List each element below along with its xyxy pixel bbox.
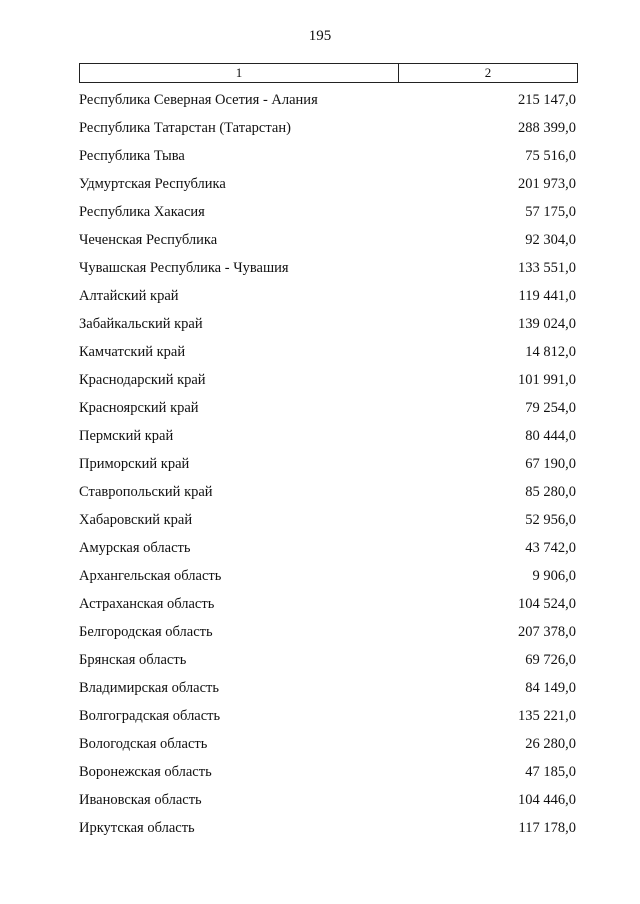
table-column-header	[79, 63, 578, 83]
region-name: Астраханская область	[79, 595, 215, 612]
region-value: 47 185,0	[525, 763, 576, 780]
region-name: Алтайский край	[79, 287, 179, 304]
table-row	[79, 786, 576, 814]
region-name: Краснодарский край	[79, 371, 206, 388]
table-row	[79, 310, 576, 338]
table-row	[79, 422, 576, 450]
table-row	[79, 730, 576, 758]
table-row	[79, 226, 576, 254]
region-value: 79 254,0	[525, 399, 576, 416]
region-name: Республика Северная Осетия - Алания	[79, 91, 318, 108]
region-value: 43 742,0	[525, 539, 576, 556]
region-name: Пермский край	[79, 427, 174, 444]
region-value: 67 190,0	[525, 455, 576, 472]
region-name: Брянская область	[79, 651, 187, 668]
page-number: 195	[308, 28, 332, 44]
region-name: Амурская область	[79, 539, 191, 556]
region-name: Чувашская Республика - Чувашия	[79, 259, 289, 276]
table-row	[79, 758, 576, 786]
region-name: Республика Тыва	[79, 147, 185, 164]
region-name: Чеченская Республика	[79, 231, 218, 248]
table-row	[79, 86, 576, 114]
region-value: 135 221,0	[518, 707, 576, 724]
table-row	[79, 702, 576, 730]
region-value: 75 516,0	[525, 147, 576, 164]
region-value: 104 446,0	[518, 791, 576, 808]
region-name: Владимирская область	[79, 679, 219, 696]
region-value: 119 441,0	[518, 287, 576, 304]
region-name: Воронежская область	[79, 763, 212, 780]
region-name: Красноярский край	[79, 399, 199, 416]
table-row	[79, 338, 576, 366]
region-value: 201 973,0	[518, 175, 576, 192]
region-name: Иркутская область	[79, 819, 195, 836]
table-row	[79, 618, 576, 646]
region-value: 57 175,0	[525, 203, 576, 220]
region-value: 288 399,0	[518, 119, 576, 136]
table-row	[79, 534, 576, 562]
region-name: Белгородская область	[79, 623, 213, 640]
region-value: 9 906,0	[532, 567, 576, 584]
region-name: Архангельская область	[79, 567, 222, 584]
table-row	[79, 198, 576, 226]
region-name: Камчатский край	[79, 343, 186, 360]
region-name: Республика Татарстан (Татарстан)	[79, 119, 291, 136]
table-row	[79, 170, 576, 198]
table-row	[79, 590, 576, 618]
region-value: 80 444,0	[525, 427, 576, 444]
region-name: Забайкальский край	[79, 315, 203, 332]
column-header-2: 2	[484, 65, 492, 80]
region-name: Удмуртская Республика	[79, 175, 226, 192]
region-name: Хабаровский край	[79, 511, 193, 528]
region-name: Вологодская область	[79, 735, 208, 752]
table-row	[79, 506, 576, 534]
region-value: 139 024,0	[518, 315, 576, 332]
table-row	[79, 282, 576, 310]
table-row	[79, 646, 576, 674]
table-row	[79, 478, 576, 506]
region-value: 92 304,0	[525, 231, 576, 248]
region-value: 85 280,0	[525, 483, 576, 500]
region-value: 133 551,0	[518, 259, 576, 276]
region-value: 104 524,0	[518, 595, 576, 612]
region-value: 207 378,0	[518, 623, 576, 640]
region-value: 52 956,0	[525, 511, 576, 528]
region-value: 69 726,0	[525, 651, 576, 668]
region-name: Ставропольский край	[79, 483, 213, 500]
region-name: Ивановская область	[79, 791, 202, 808]
table-row	[79, 114, 576, 142]
region-value: 84 149,0	[525, 679, 576, 696]
region-name: Приморский край	[79, 455, 190, 472]
table-row	[79, 814, 576, 842]
table-row	[79, 366, 576, 394]
region-value: 14 812,0	[525, 343, 576, 360]
table-row	[79, 450, 576, 478]
column-header-1: 1	[80, 64, 399, 82]
table-row	[79, 674, 576, 702]
table-row	[79, 562, 576, 590]
table-row	[79, 254, 576, 282]
table-row	[79, 142, 576, 170]
table-body	[79, 86, 576, 842]
region-name: Республика Хакасия	[79, 203, 205, 220]
region-value: 101 991,0	[518, 371, 576, 388]
region-value: 26 280,0	[525, 735, 576, 752]
table-row	[79, 394, 576, 422]
region-value: 215 147,0	[518, 91, 576, 108]
region-name: Волгоградская область	[79, 707, 221, 724]
region-value: 117 178,0	[518, 819, 576, 836]
